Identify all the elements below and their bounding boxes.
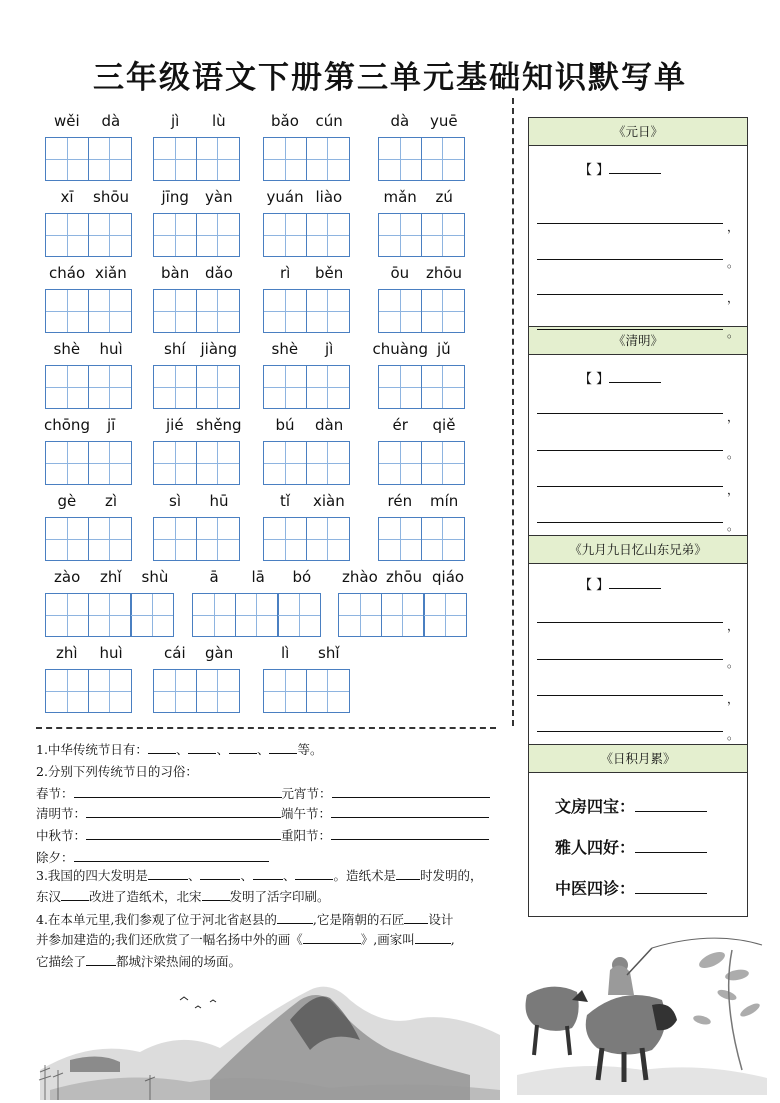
tianzige-box[interactable] (306, 441, 350, 485)
tianzige-box[interactable] (338, 593, 382, 637)
pinyin-syllable: cái (164, 644, 186, 662)
pinyin-syllable: mín (430, 492, 459, 510)
pinyin-syllable: lā (251, 568, 265, 586)
tianzige-box[interactable] (196, 213, 240, 257)
q3-mid2: 时发明的， (420, 868, 483, 883)
writing-boxes (338, 593, 466, 637)
tianzige-box[interactable] (263, 213, 307, 257)
author-blank[interactable] (609, 160, 661, 174)
tianzige-box[interactable] (421, 517, 465, 561)
tianzige-box[interactable] (196, 441, 240, 485)
answer-blank[interactable] (295, 866, 333, 880)
q3-mid: 。造纸术是 (333, 868, 396, 883)
pinyin-syllable: shí (164, 340, 186, 358)
tianzige-box[interactable] (153, 289, 197, 333)
writing-boxes (378, 441, 463, 485)
pinyin-syllable: shōu (93, 188, 130, 206)
q3-sep: 、 (240, 868, 253, 883)
tianzige-box[interactable] (153, 365, 197, 409)
pinyin-syllable: bó (292, 568, 312, 586)
pinyin-syllable: jì (325, 340, 334, 358)
tianzige-box[interactable] (378, 213, 422, 257)
pinyin-syllable: qiě (432, 416, 456, 434)
period: 。 (727, 326, 740, 340)
q1-suffix: 等。 (297, 742, 323, 757)
pinyin-syllable: chuàng (372, 340, 428, 358)
period: 。 (727, 256, 740, 270)
tianzige-box[interactable] (263, 289, 307, 333)
pinyin-syllable: xī (60, 188, 74, 206)
author-bracket-text: 【 】 (579, 372, 610, 387)
answer-blank[interactable] (202, 887, 230, 901)
writing-boxes (45, 669, 130, 713)
pinyin-syllable: hū (209, 492, 229, 510)
q3-l2c: 发明了活字印刷。 (229, 889, 330, 904)
writing-boxes (378, 365, 463, 409)
poem-line[interactable] (537, 294, 723, 295)
tianzige-box[interactable] (378, 441, 422, 485)
poem-jiuyue-title: 《九月九日忆山东兄弟》 (529, 536, 747, 564)
tianzige-box[interactable] (421, 365, 465, 409)
q3-l2a: 东汉 (36, 889, 62, 904)
pinyin-syllable: tǐ (280, 492, 291, 510)
tianzige-box[interactable] (88, 441, 132, 485)
tianzige-box[interactable] (306, 517, 350, 561)
writing-boxes (192, 593, 320, 637)
q4-l2a: 并参加建造的;我们还欣赏了一幅名扬中外的画《 (36, 932, 303, 947)
answer-blank[interactable] (61, 887, 89, 901)
pinyin-syllable: dǎo (205, 264, 233, 282)
pinyin-syllable: bǎo (271, 112, 299, 130)
tianzige-box[interactable] (378, 289, 422, 333)
q4-l3a: 它描绘了 (36, 954, 87, 969)
answer-blank[interactable] (74, 848, 269, 862)
pinyin-syllable: bú (275, 416, 295, 434)
tianzige-box[interactable] (196, 365, 240, 409)
spring-label: 春节： (36, 786, 74, 801)
tianzige-box[interactable] (153, 137, 197, 181)
tianzige-box[interactable] (306, 289, 350, 333)
pinyin-syllable: mǎn (383, 188, 417, 206)
tianzige-box[interactable] (45, 593, 89, 637)
answer-blank[interactable] (635, 798, 707, 812)
pinyin-syllable: xiàn (313, 492, 345, 510)
comma: ， (727, 220, 740, 234)
tianzige-box[interactable] (263, 669, 307, 713)
tianzige-box[interactable] (153, 517, 197, 561)
question-4-line-2 (36, 930, 455, 948)
q3-sep: 、 (282, 868, 296, 883)
writing-boxes (263, 365, 348, 409)
accumulation-item (555, 876, 707, 899)
poem-line[interactable] (537, 622, 723, 623)
accumulation-title: 《日积月累》 (529, 745, 747, 773)
q3-sep: 、 (187, 868, 201, 883)
writing-boxes (263, 213, 348, 257)
poem-line[interactable] (537, 486, 723, 487)
writing-boxes (45, 213, 130, 257)
answer-blank[interactable] (188, 740, 216, 754)
answer-blank[interactable] (269, 740, 297, 754)
pinyin-syllable: shěng (196, 416, 242, 434)
herdboy-on-buffalo-painting (512, 920, 772, 1095)
question-2-title: 2.分别下列传统节日的习俗： (36, 764, 198, 779)
comma: ， (727, 291, 740, 305)
q3-prefix: 3.我国的四大发明是 (36, 868, 148, 883)
pinyin-syllable: jì (171, 112, 180, 130)
writing-boxes (45, 593, 173, 637)
tianzige-box[interactable] (45, 213, 89, 257)
tianzige-box[interactable] (381, 593, 425, 637)
pinyin-syllable: dà (101, 112, 121, 130)
pinyin-syllable: jī (107, 416, 116, 434)
pinyin-syllable: zào (54, 568, 81, 586)
answer-blank[interactable] (200, 866, 240, 880)
answer-blank[interactable] (303, 930, 361, 944)
author-bracket (579, 574, 661, 593)
poem-line[interactable] (537, 223, 723, 224)
author-bracket (579, 368, 661, 387)
question-3-line-2 (36, 887, 330, 905)
answer-blank[interactable] (331, 826, 489, 840)
answer-blank[interactable] (331, 804, 489, 818)
author-bracket (579, 159, 661, 178)
answer-blank[interactable] (277, 910, 313, 924)
pinyin-syllable: wěi (54, 112, 80, 130)
pinyin-syllable: ér (392, 416, 408, 434)
tianzige-box[interactable] (421, 137, 465, 181)
question-3-line-1 (36, 866, 483, 884)
pinyin-syllable: chōng (44, 416, 90, 434)
pinyin-syllable: gàn (205, 644, 234, 662)
horizontal-divider (36, 727, 496, 729)
q1-sep: 、 (216, 742, 229, 757)
q3-l2b: 改进了造纸术，北宋 (89, 889, 202, 904)
poem-panel (528, 117, 748, 917)
tianzige-box[interactable] (306, 137, 350, 181)
tianzige-box[interactable] (153, 213, 197, 257)
pinyin-syllable: zhì (56, 644, 78, 662)
pinyin-syllable: yuán (266, 188, 304, 206)
writing-boxes (45, 517, 130, 561)
writing-boxes (153, 669, 238, 713)
pinyin-syllable: zhōu (426, 264, 463, 282)
tianzige-box[interactable] (306, 213, 350, 257)
writing-boxes (45, 441, 130, 485)
answer-blank[interactable] (253, 866, 283, 880)
tianzige-box[interactable] (88, 137, 132, 181)
vertical-divider (512, 98, 514, 726)
answer-blank[interactable] (396, 866, 420, 880)
pinyin-syllable: huì (99, 340, 123, 358)
tianzige-box[interactable] (196, 137, 240, 181)
writing-boxes (263, 669, 348, 713)
tianzige-box[interactable] (153, 441, 197, 485)
tianzige-box[interactable] (45, 441, 89, 485)
tianzige-box[interactable] (421, 213, 465, 257)
lantern-label: 元宵节： (281, 786, 332, 801)
accumulation-body (529, 773, 747, 916)
comma: ， (727, 410, 740, 424)
tianzige-box[interactable] (196, 517, 240, 561)
writing-boxes (378, 289, 463, 333)
tianzige-box[interactable] (45, 289, 89, 333)
tianzige-box[interactable] (306, 669, 350, 713)
poem-qingming-title: 《清明》 (529, 327, 747, 355)
poem-line[interactable] (537, 659, 723, 660)
answer-blank[interactable] (415, 930, 451, 944)
new-year-eve-label: 除夕： (36, 850, 74, 865)
dragon-boat-label: 端午节： (281, 806, 332, 821)
poem-line[interactable] (537, 731, 723, 732)
pinyin-syllable: gè (57, 492, 77, 510)
poem-line[interactable] (537, 695, 723, 696)
comma: ， (727, 483, 740, 497)
midautumn-label: 中秋节： (36, 828, 87, 843)
tianzige-box[interactable] (153, 669, 197, 713)
pinyin-syllable: qiáo (432, 568, 465, 586)
tianzige-box[interactable] (196, 289, 240, 333)
pinyin-syllable: huì (99, 644, 123, 662)
tianzige-box[interactable] (45, 365, 89, 409)
tianzige-box[interactable] (45, 137, 89, 181)
answer-blank[interactable] (229, 740, 257, 754)
tianzige-box[interactable] (88, 213, 132, 257)
answer-blank[interactable] (86, 804, 281, 818)
pinyin-syllable: shè (53, 340, 81, 358)
poem-line[interactable] (537, 522, 723, 523)
pinyin-syllable: běn (315, 264, 344, 282)
question-1 (36, 740, 323, 758)
writing-boxes (153, 137, 238, 181)
pinyin-syllable: bàn (161, 264, 190, 282)
tianzige-box[interactable] (277, 593, 321, 637)
tianzige-box[interactable] (45, 669, 89, 713)
tianzige-box[interactable] (235, 593, 279, 637)
pinyin-syllable: zhǐ (100, 568, 122, 586)
writing-boxes (153, 213, 238, 257)
pinyin-syllable: dà (390, 112, 410, 130)
poem-yuanri-body (529, 146, 747, 340)
q4-l2c: , (450, 932, 455, 947)
qingming-label: 清明节： (36, 806, 87, 821)
poem-qingming-body (529, 355, 747, 536)
accumulation-item (555, 835, 707, 858)
pinyin-syllable: ā (209, 568, 219, 586)
poem-jiuyue-body (529, 564, 747, 745)
answer-blank[interactable] (148, 866, 188, 880)
pinyin-syllable: zì (105, 492, 118, 510)
tianzige-box[interactable] (423, 593, 467, 637)
pinyin-syllable: liào (315, 188, 343, 206)
writing-boxes (263, 441, 348, 485)
pinyin-syllable: shù (141, 568, 169, 586)
period: 。 (727, 447, 740, 461)
tianzige-box[interactable] (196, 669, 240, 713)
author-bracket-text: 【 】 (579, 578, 610, 593)
q4-l1a: 4.在本单元里,我们参观了位于河北省赵县的 (36, 912, 277, 927)
tianzige-box[interactable] (378, 137, 422, 181)
pinyin-syllable: shǐ (318, 644, 340, 662)
period: 。 (727, 656, 740, 670)
pinyin-syllable: lù (212, 112, 226, 130)
pinyin-syllable: yàn (205, 188, 233, 206)
pinyin-syllable: zhào (342, 568, 378, 586)
tianzige-box[interactable] (88, 669, 132, 713)
writing-boxes (45, 137, 130, 181)
pinyin-syllable: ōu (390, 264, 410, 282)
accumulation-item (555, 794, 707, 817)
tianzige-box[interactable] (88, 517, 132, 561)
answer-blank[interactable] (332, 784, 490, 798)
author-blank[interactable] (609, 575, 661, 589)
tianzige-box[interactable] (130, 593, 174, 637)
pinyin-syllable: xiǎn (95, 264, 127, 282)
q1-prefix: 1.中华传统节日有： (36, 742, 148, 757)
page-title: 三年级语文下册第三单元基础知识默写单 (93, 60, 687, 96)
poem-line[interactable] (537, 450, 723, 451)
new-year-eve-line (36, 848, 269, 866)
author-blank[interactable] (609, 369, 661, 383)
pinyin-syllable: zhōu (386, 568, 423, 586)
writing-boxes (153, 365, 238, 409)
period: 。 (727, 519, 740, 533)
answer-blank[interactable] (74, 784, 282, 798)
comma: ， (727, 692, 740, 706)
writing-boxes (45, 365, 130, 409)
double-ninth-label: 重阳节： (281, 828, 332, 843)
tianzige-box[interactable] (263, 441, 307, 485)
tianzige-box[interactable] (306, 365, 350, 409)
accumulation-label: 雅人四好： (555, 838, 636, 857)
writing-boxes (378, 137, 463, 181)
poem-line[interactable] (537, 259, 723, 260)
pinyin-syllable: cún (315, 112, 343, 130)
pinyin-syllable: jīng (161, 188, 189, 206)
poem-yuanri-title: 《元日》 (529, 118, 747, 146)
tianzige-box[interactable] (378, 517, 422, 561)
comma: ， (727, 619, 740, 633)
author-bracket-text: 【 】 (579, 163, 610, 178)
midautumn-line (36, 826, 489, 844)
tianzige-box[interactable] (45, 517, 89, 561)
pinyin-syllable: jié (166, 416, 184, 434)
accumulation-label: 中医四诊： (555, 879, 636, 898)
tianzige-box[interactable] (263, 137, 307, 181)
pinyin-syllable: shè (271, 340, 299, 358)
writing-boxes (263, 289, 348, 333)
tianzige-box[interactable] (378, 365, 422, 409)
writing-boxes (263, 137, 348, 181)
pinyin-syllable: jiàng (200, 340, 238, 358)
question-4-line-1 (36, 910, 453, 928)
q4-l1c: 设计 (428, 912, 454, 927)
q1-sep: 、 (256, 742, 270, 757)
landscape-painting (30, 960, 505, 1100)
answer-blank[interactable] (148, 740, 176, 754)
writing-boxes (378, 517, 463, 561)
answer-blank[interactable] (635, 880, 707, 894)
writing-boxes (263, 517, 348, 561)
writing-boxes (45, 289, 130, 333)
accumulation-label: 文房四宝： (555, 797, 636, 816)
qingming-line (36, 804, 489, 822)
writing-boxes (378, 213, 463, 257)
answer-blank[interactable] (404, 910, 428, 924)
tianzige-box[interactable] (263, 365, 307, 409)
pinyin-syllable: jǔ (437, 340, 451, 358)
writing-boxes (153, 289, 238, 333)
tianzige-box[interactable] (88, 289, 132, 333)
period: 。 (727, 728, 740, 742)
tianzige-box[interactable] (263, 517, 307, 561)
answer-blank[interactable] (86, 826, 281, 840)
pinyin-syllable: lì (281, 644, 290, 662)
writing-boxes (153, 441, 238, 485)
pinyin-syllable: sì (169, 492, 181, 510)
q4-l2b: 》,画家叫 (360, 932, 415, 947)
pinyin-syllable: cháo (49, 264, 86, 282)
q4-l3b: 都城汴梁热闹的场面。 (116, 954, 242, 969)
q1-sep: 、 (175, 742, 189, 757)
answer-blank[interactable] (635, 839, 707, 853)
pinyin-syllable: rì (280, 264, 291, 282)
tianzige-box[interactable] (192, 593, 236, 637)
pinyin-syllable: dàn (315, 416, 344, 434)
poem-line[interactable] (537, 413, 723, 414)
tianzige-box[interactable] (88, 365, 132, 409)
pinyin-syllable: yuē (430, 112, 458, 130)
writing-boxes (153, 517, 238, 561)
tianzige-box[interactable] (88, 593, 132, 637)
spring-festival-line (36, 784, 490, 802)
tianzige-box[interactable] (421, 441, 465, 485)
pinyin-syllable: rén (387, 492, 413, 510)
q4-l1b: ,它是隋朝的石匠 (312, 912, 405, 927)
tianzige-box[interactable] (421, 289, 465, 333)
pinyin-syllable: zú (435, 188, 453, 206)
poem-line[interactable] (537, 329, 723, 330)
